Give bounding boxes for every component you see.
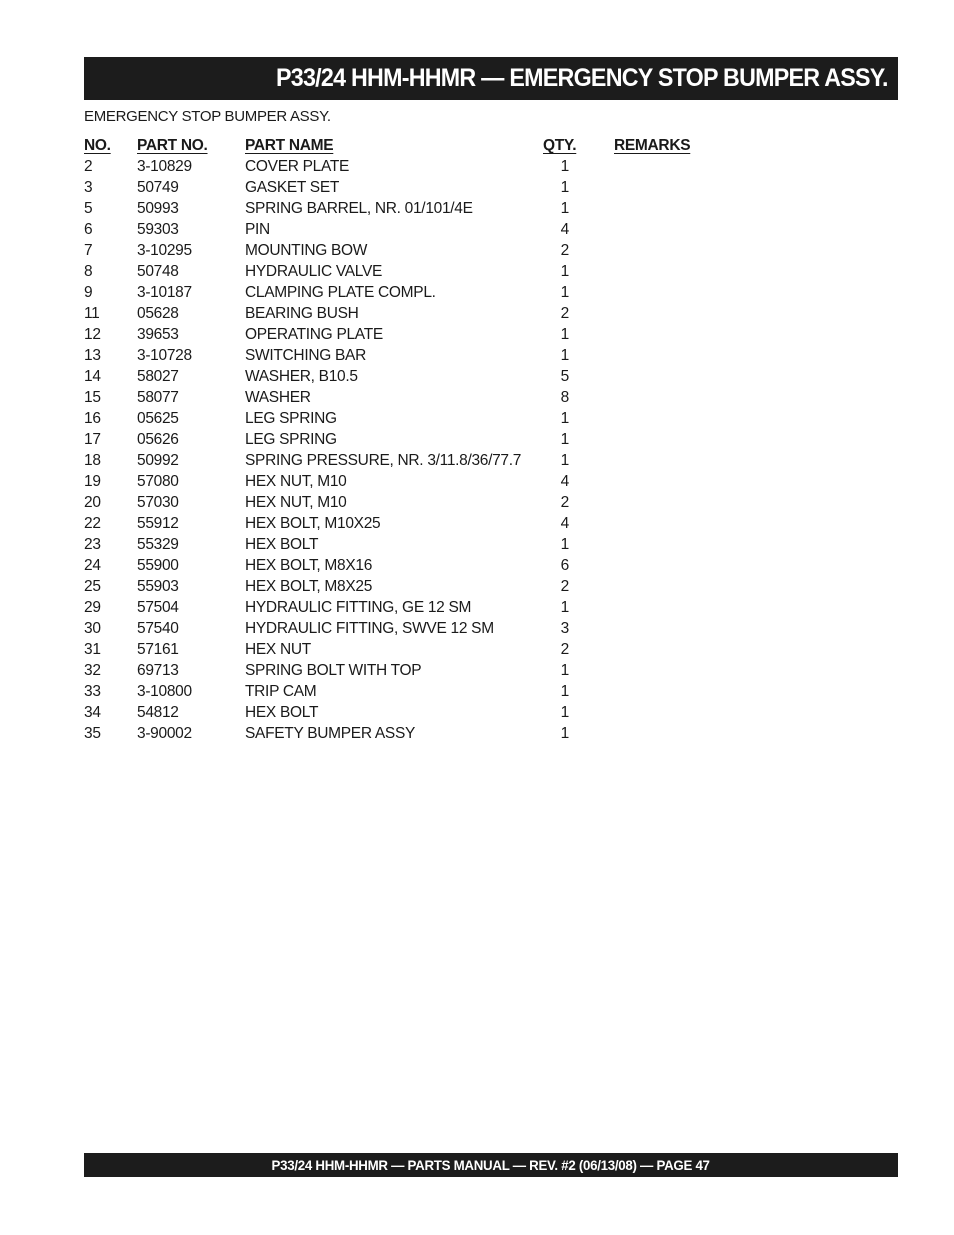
cell-no: 13 bbox=[84, 347, 101, 364]
table-row bbox=[84, 408, 784, 429]
cell-part-no: 57161 bbox=[137, 641, 179, 658]
table-row bbox=[84, 660, 784, 681]
cell-part-name: PIN bbox=[245, 221, 270, 238]
table-row bbox=[84, 576, 784, 597]
cell-qty: 1 bbox=[560, 158, 569, 175]
cell-no: 34 bbox=[84, 704, 101, 721]
table-row bbox=[84, 303, 784, 324]
cell-part-no: 57080 bbox=[137, 473, 179, 490]
cell-part-no: 50749 bbox=[137, 179, 179, 196]
cell-part-no: 50993 bbox=[137, 200, 179, 217]
cell-no: 29 bbox=[84, 599, 101, 616]
cell-part-name: MOUNTING BOW bbox=[245, 242, 368, 259]
cell-part-no: 50748 bbox=[137, 263, 179, 280]
cell-part-name: HEX BOLT, M8X16 bbox=[245, 557, 373, 574]
cell-no: 16 bbox=[84, 410, 101, 427]
cell-no: 35 bbox=[84, 725, 101, 742]
cell-qty: 1 bbox=[560, 410, 569, 427]
cell-no: 12 bbox=[84, 326, 101, 343]
cell-qty: 6 bbox=[560, 557, 569, 574]
cell-part-name: SAFETY BUMPER ASSY bbox=[245, 725, 416, 742]
cell-part-name: HEX BOLT bbox=[245, 536, 319, 553]
cell-part-name: WASHER, B10.5 bbox=[245, 368, 358, 385]
page-title: P33/24 HHM-HHMR — EMERGENCY STOP BUMPER ASSY. bbox=[276, 64, 888, 92]
table-row bbox=[84, 702, 784, 723]
table-row bbox=[84, 681, 784, 702]
table-row bbox=[84, 177, 784, 198]
table-row bbox=[84, 156, 784, 177]
cell-qty: 2 bbox=[560, 641, 569, 658]
cell-qty: 1 bbox=[560, 347, 569, 364]
cell-part-name: SPRING PRESSURE, NR. 3/11.8/36/77.7 bbox=[245, 452, 522, 469]
cell-no: 33 bbox=[84, 683, 101, 700]
column-header-qty: QTY. bbox=[543, 137, 577, 154]
cell-part-name: HEX BOLT bbox=[245, 704, 319, 721]
table-row bbox=[84, 450, 784, 471]
cell-no: 24 bbox=[84, 557, 101, 574]
cell-no: 22 bbox=[84, 515, 101, 532]
table-row bbox=[84, 618, 784, 639]
cell-no: 6 bbox=[84, 221, 93, 238]
page-title-bar bbox=[84, 57, 898, 100]
cell-qty: 3 bbox=[560, 620, 569, 637]
cell-part-name: HEX NUT, M10 bbox=[245, 494, 347, 511]
cell-part-no: 69713 bbox=[137, 662, 179, 679]
cell-part-no: 39653 bbox=[137, 326, 179, 343]
cell-part-no: 3-10829 bbox=[137, 158, 192, 175]
cell-part-name: HYDRAULIC VALVE bbox=[245, 263, 383, 280]
cell-part-no: 3-10728 bbox=[137, 347, 192, 364]
table-row bbox=[84, 534, 784, 555]
cell-qty: 1 bbox=[560, 662, 569, 679]
cell-qty: 4 bbox=[560, 515, 569, 532]
page-footer-bar bbox=[84, 1153, 898, 1177]
cell-qty: 1 bbox=[560, 263, 569, 280]
page-footer: P33/24 HHM-HHMR — PARTS MANUAL — REV. #2 (06/13/08) — PAGE 47 bbox=[271, 1157, 711, 1173]
cell-part-no: 54812 bbox=[137, 704, 179, 721]
cell-no: 19 bbox=[84, 473, 101, 490]
table-row bbox=[84, 324, 784, 345]
cell-part-no: 55329 bbox=[137, 536, 179, 553]
cell-qty: 5 bbox=[560, 368, 569, 385]
cell-part-name: HEX NUT, M10 bbox=[245, 473, 347, 490]
cell-part-no: 05628 bbox=[137, 305, 179, 322]
cell-part-no: 58077 bbox=[137, 389, 179, 406]
cell-part-no: 57540 bbox=[137, 620, 179, 637]
cell-qty: 1 bbox=[560, 284, 569, 301]
table-header bbox=[84, 135, 784, 156]
table-row bbox=[84, 282, 784, 303]
table-row bbox=[84, 387, 784, 408]
cell-qty: 1 bbox=[560, 599, 569, 616]
cell-qty: 1 bbox=[560, 725, 569, 742]
cell-part-name: HEX BOLT, M8X25 bbox=[245, 578, 373, 595]
table-row bbox=[84, 240, 784, 261]
cell-no: 11 bbox=[84, 305, 100, 322]
cell-part-name: BEARING BUSH bbox=[245, 305, 359, 322]
cell-no: 8 bbox=[84, 263, 93, 280]
cell-part-name: LEG SPRING bbox=[245, 410, 337, 427]
cell-no: 15 bbox=[84, 389, 101, 406]
cell-part-no: 05625 bbox=[137, 410, 179, 427]
cell-no: 5 bbox=[84, 200, 93, 217]
cell-part-name: CLAMPING PLATE COMPL. bbox=[245, 284, 436, 301]
cell-qty: 1 bbox=[560, 704, 569, 721]
column-header-remarks: REMARKS bbox=[614, 137, 691, 154]
cell-part-no: 58027 bbox=[137, 368, 179, 385]
cell-part-name: SPRING BARREL, NR. 01/101/4E bbox=[245, 200, 473, 217]
cell-part-no: 55900 bbox=[137, 557, 179, 574]
cell-no: 20 bbox=[84, 494, 101, 511]
cell-no: 30 bbox=[84, 620, 101, 637]
cell-part-name: LEG SPRING bbox=[245, 431, 337, 448]
parts-table bbox=[84, 135, 784, 744]
table-row bbox=[84, 198, 784, 219]
cell-part-no: 3-90002 bbox=[137, 725, 192, 742]
cell-no: 32 bbox=[84, 662, 101, 679]
cell-qty: 4 bbox=[560, 221, 569, 238]
table-row bbox=[84, 219, 784, 240]
table-row bbox=[84, 639, 784, 660]
table-row bbox=[84, 513, 784, 534]
table-row bbox=[84, 492, 784, 513]
table-row bbox=[84, 597, 784, 618]
table-row bbox=[84, 345, 784, 366]
cell-no: 7 bbox=[84, 242, 93, 259]
column-header-part-no: PART NO. bbox=[137, 137, 208, 154]
cell-part-name: OPERATING PLATE bbox=[245, 326, 383, 343]
cell-qty: 1 bbox=[560, 452, 569, 469]
cell-part-name: SWITCHING BAR bbox=[245, 347, 366, 364]
cell-part-no: 59303 bbox=[137, 221, 179, 238]
cell-qty: 8 bbox=[560, 389, 569, 406]
cell-part-no: 55903 bbox=[137, 578, 179, 595]
cell-part-name: GASKET SET bbox=[245, 179, 340, 196]
cell-no: 18 bbox=[84, 452, 101, 469]
cell-qty: 4 bbox=[560, 473, 569, 490]
table-row bbox=[84, 429, 784, 450]
cell-qty: 1 bbox=[560, 200, 569, 217]
cell-qty: 1 bbox=[560, 179, 569, 196]
cell-qty: 2 bbox=[560, 494, 569, 511]
cell-part-name: SPRING BOLT WITH TOP bbox=[245, 662, 422, 679]
cell-part-name: HYDRAULIC FITTING, SWVE 12 SM bbox=[245, 620, 494, 637]
cell-no: 9 bbox=[84, 284, 93, 301]
table-row bbox=[84, 555, 784, 576]
cell-part-no: 3-10187 bbox=[137, 284, 192, 301]
cell-part-no: 57030 bbox=[137, 494, 179, 511]
cell-part-no: 55912 bbox=[137, 515, 179, 532]
cell-qty: 2 bbox=[560, 242, 569, 259]
cell-part-no: 50992 bbox=[137, 452, 179, 469]
cell-qty: 1 bbox=[560, 326, 569, 343]
cell-no: 3 bbox=[84, 179, 93, 196]
section-subtitle: EMERGENCY STOP BUMPER ASSY. bbox=[84, 108, 331, 125]
cell-part-name: HEX BOLT, M10X25 bbox=[245, 515, 381, 532]
table-row bbox=[84, 261, 784, 282]
column-header-part-name: PART NAME bbox=[245, 137, 334, 154]
cell-no: 14 bbox=[84, 368, 101, 385]
cell-part-name: HEX NUT bbox=[245, 641, 311, 658]
cell-no: 23 bbox=[84, 536, 101, 553]
table-row bbox=[84, 723, 784, 744]
cell-no: 2 bbox=[84, 158, 93, 175]
cell-qty: 1 bbox=[560, 431, 569, 448]
cell-qty: 1 bbox=[560, 536, 569, 553]
cell-no: 17 bbox=[84, 431, 101, 448]
cell-no: 31 bbox=[84, 641, 101, 658]
cell-qty: 1 bbox=[560, 683, 569, 700]
cell-part-no: 05626 bbox=[137, 431, 179, 448]
cell-no: 25 bbox=[84, 578, 101, 595]
column-header-no: NO. bbox=[84, 137, 111, 154]
table-row bbox=[84, 366, 784, 387]
cell-part-name: WASHER bbox=[245, 389, 311, 406]
cell-part-name: COVER PLATE bbox=[245, 158, 350, 175]
cell-part-no: 3-10295 bbox=[137, 242, 192, 259]
cell-part-name: HYDRAULIC FITTING, GE 12 SM bbox=[245, 599, 472, 616]
cell-part-name: TRIP CAM bbox=[245, 683, 317, 700]
cell-qty: 2 bbox=[560, 305, 569, 322]
table-row bbox=[84, 471, 784, 492]
table-body bbox=[84, 156, 784, 744]
cell-part-no: 57504 bbox=[137, 599, 179, 616]
cell-part-no: 3-10800 bbox=[137, 683, 192, 700]
cell-qty: 2 bbox=[560, 578, 569, 595]
